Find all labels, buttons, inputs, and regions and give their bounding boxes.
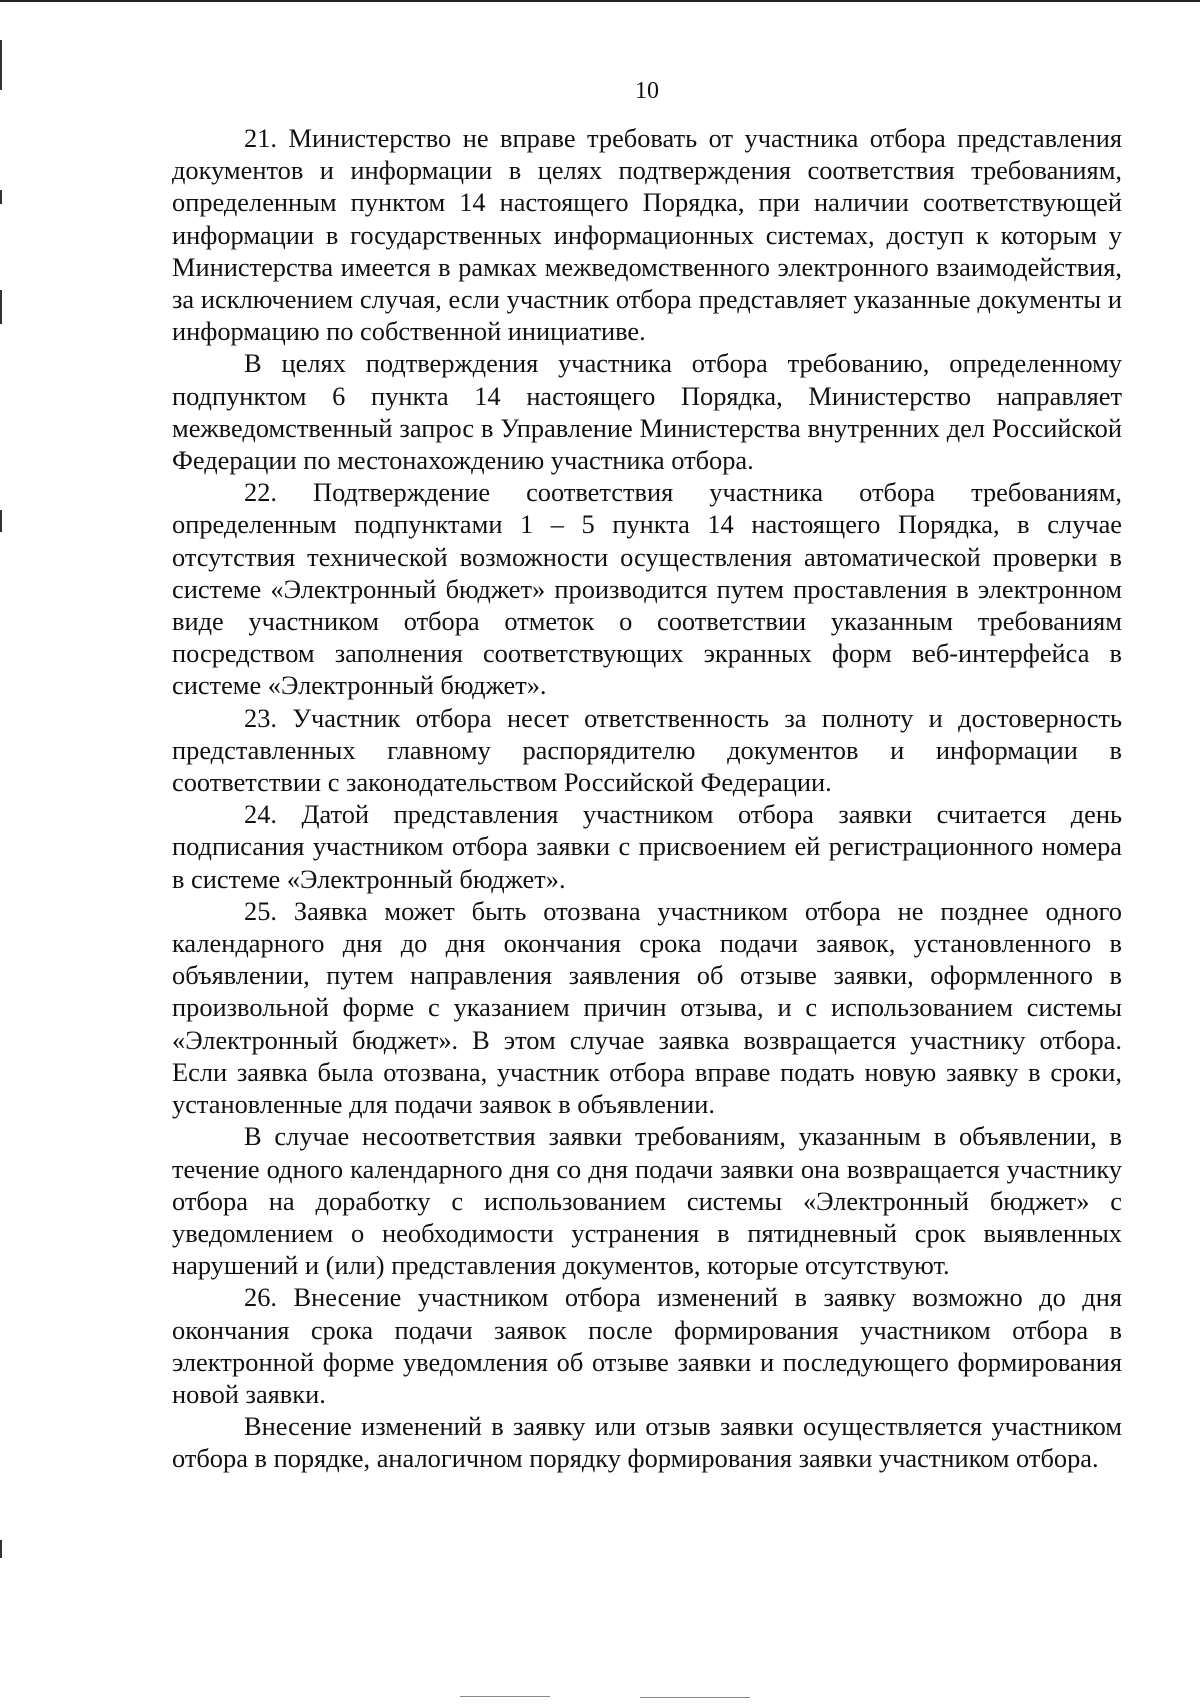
paragraph-24: 24. Датой представления участником отбора заявки считается день подписания участником отбора заявки с присвоением ей регистрационного номера в системе «Электронный бюджет». <box>172 799 1122 894</box>
scan-bottom-speck <box>640 1697 750 1698</box>
scan-left-mark <box>0 1540 2 1558</box>
paragraph-21: 21. Министерство не вправе требовать от участника отбора представления документов и информации в целях подтверждения соответствия требованиям, определенным пунктом 14 настоящего Порядка, при наличии соответствующей информации в государственных информационных системах, доступ к которым у Министерства имеется в рамках межведомственного электронного взаимодействия, за исключением случая, если участник отбора представляет указанные документы и информацию по собственной инициативе. <box>172 123 1122 347</box>
paragraph-21-cont: В целях подтверждения участника отбора требованию, определенному подпунктом 6 пункта 14 настоящего Порядка, Министерство направляет межведомственный запрос в Управление Министерства внутренних дел Российской Федерации по местонахождению участника отбора. <box>172 348 1122 476</box>
page-number: 10 <box>635 78 659 104</box>
scan-top-edge <box>0 0 1200 2</box>
paragraph-22: 22. Подтверждение соответствия участника отбора требованиям, определенным подпунктами 1 – 5 пункта 14 настоящего Порядка, в случае отсутствия технической возможности осуществления автоматической проверки в системе «Электронный бюджет» производится путем проставления в электронном виде участником отбора отметок о соответствии указанным требованиям посредством заполнения соответствующих экранных форм веб-интерфейса в системе «Электронный бюджет». <box>172 477 1122 701</box>
scan-left-mark <box>0 510 2 532</box>
paragraph-25-cont: В случае несоответствия заявки требованиям, указанным в объявлении, в течение одного календарного дня со дня подачи заявки она возвращается участнику отбора на доработку с использованием системы «Электронный бюджет» с уведомлением о необходимости устранения в пятидневный срок выявленных нарушений и (или) представления документов, которые отсутствуют. <box>172 1121 1122 1281</box>
paragraph-25: 25. Заявка может быть отозвана участником отбора не позднее одного календарного дня до дня окончания срока подачи заявок, установленного в объявлении, путем направления заявления об отзыве заявки, оформленного в произвольной форме с указанием причин отзыва, и с использованием системы «Электронный бюджет». В этом случае заявка возвращается участнику отбора. Если заявка была отозвана, участник отбора вправе подать новую заявку в сроки, установленные для подачи заявок в объявлении. <box>172 895 1122 1120</box>
document-body <box>172 122 1122 1475</box>
paragraph-26: 26. Внесение участником отбора изменений в заявку возможно до дня окончания срока подачи заявок после формирования участником отбора в электронной форме уведомления об отзыве заявки и последующего формирования новой заявки. <box>172 1282 1122 1409</box>
scan-bottom-speck <box>460 1696 550 1697</box>
paragraph-26-cont: Внесение изменений в заявку или отзыв заявки осуществляется участником отбора в порядке, аналогичном порядку формирования заявки участником отбора. <box>172 1411 1122 1474</box>
scan-left-mark <box>0 190 2 204</box>
scan-left-mark <box>0 290 2 324</box>
paragraph-23: 23. Участник отбора несет ответственность за полноту и достоверность представленных главному распорядителю документов и информации в соответствии с законодательством Российской Федерации. <box>172 702 1122 798</box>
